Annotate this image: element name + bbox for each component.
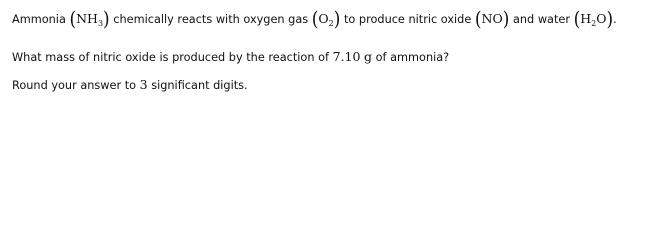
water-formula: $H_2O$	[580, 11, 607, 28]
close-paren: )	[502, 8, 510, 32]
close-paren: )	[103, 8, 110, 32]
ammonia-mass-value: 7.10	[332, 49, 361, 64]
prompt-text: What mass of nitric oxide is produced by the reaction of	[12, 51, 329, 64]
rounding-text-end: significant digits.	[151, 79, 248, 92]
rounding-instruction	[12, 79, 248, 92]
ammonia-mass-unit: g	[364, 49, 373, 64]
open-paren: (	[311, 8, 319, 32]
close-paren: )	[606, 8, 614, 32]
open-paren: (	[474, 8, 482, 32]
reaction-statement	[12, 8, 617, 32]
statement-text-nitric-oxide: to produce nitric oxide	[343, 13, 472, 26]
open-paren: (	[69, 8, 77, 32]
rounding-text: Round your answer to	[12, 79, 137, 92]
prompt-text-end: of ammonia?	[375, 51, 450, 64]
statement-text-oxygen: chemically reacts with oxygen gas	[113, 13, 309, 26]
question-prompt	[12, 51, 449, 64]
statement-period: .	[613, 13, 617, 26]
nitric-oxide-formula: NO	[481, 11, 503, 26]
sig-figs-count: 3	[139, 77, 148, 92]
close-paren: )	[333, 8, 341, 32]
ammonia-formula: $NH_3$	[76, 11, 104, 28]
open-paren: (	[573, 8, 581, 32]
oxygen-formula: $O_2$	[318, 11, 334, 28]
statement-text-water: and water	[512, 13, 570, 26]
statement-text-ammonia: Ammonia	[12, 13, 66, 26]
